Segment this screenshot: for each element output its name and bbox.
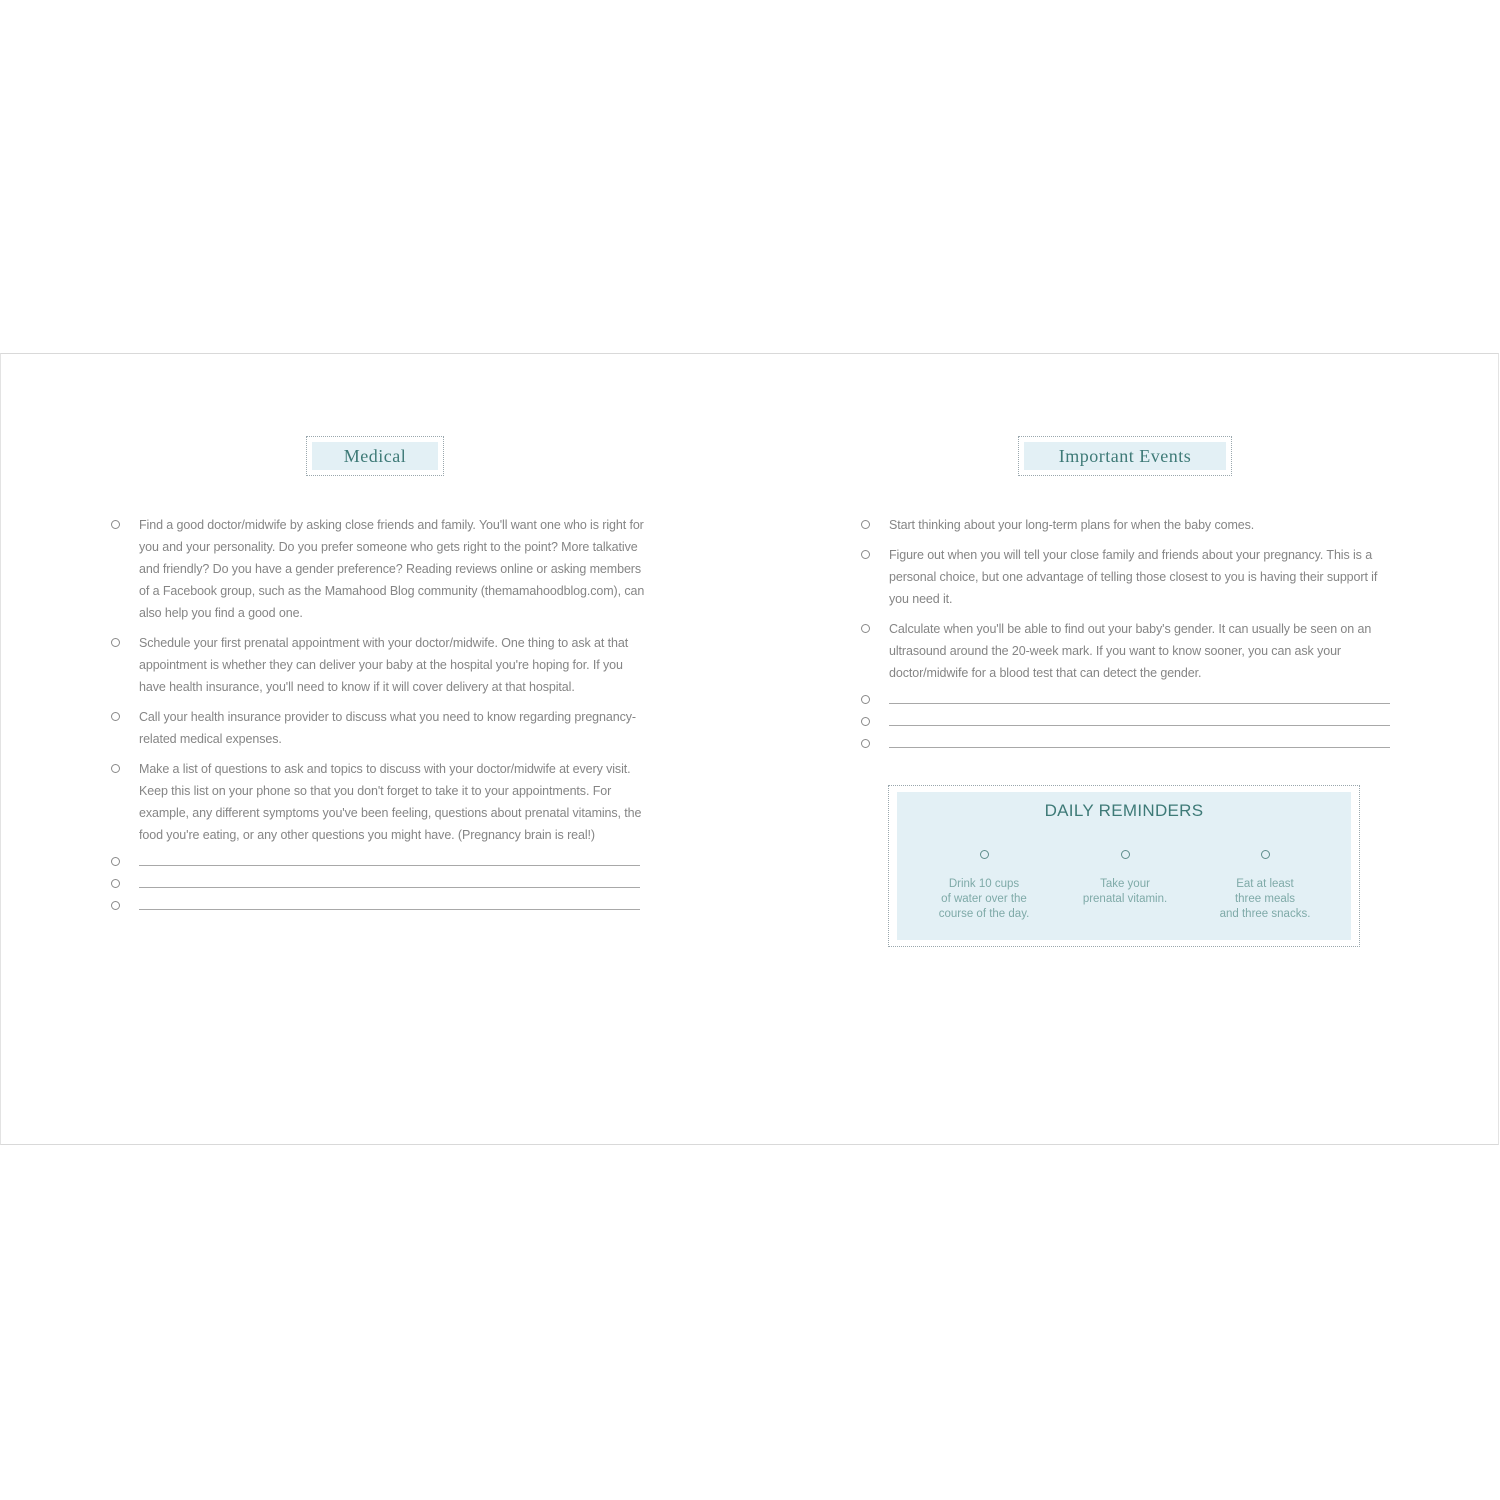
checkbox-circle-icon — [861, 695, 870, 704]
write-in-line — [889, 725, 1390, 726]
checklist-item — [108, 758, 648, 846]
daily-reminders-box — [888, 785, 1360, 947]
checklist-item — [858, 544, 1398, 610]
checklist-item — [108, 706, 648, 750]
checkbox-circle-icon — [980, 850, 989, 859]
checklist-item-text: Schedule your first prenatal appointment with your doctor/midwife. One thing to ask at that appointment is whether they can deliver your baby at the hospital you're hoping for. If you have health insurance, you'll need to know if it will cover delivery at that hospital. — [139, 636, 629, 694]
checkbox-circle-icon — [861, 550, 870, 559]
checkbox-circle-icon — [111, 712, 120, 721]
write-in-line — [889, 703, 1390, 704]
important-events-title-box — [1018, 436, 1232, 476]
checklist-item-text: Calculate when you'll be able to find out your baby's gender. It can usually be seen on an ultrasound around the 20-week mark. If you want to know sooner, you can ask your doctor/midwife for a blood test that can detect the gender. — [889, 622, 1372, 680]
blank-entry — [858, 711, 1398, 733]
blank-entry — [858, 689, 1398, 711]
checklist-item-text: Make a list of questions to ask and topics to discuss with your doctor/midwife at every visit. Keep this list on your phone so that you don't forget to take it to your appointments. For example, any different symptoms you've been feeling, questions about prenatal vitamins, the food you're eating, or any other questions you might have. (Pregnancy brain is real!) — [139, 762, 642, 842]
daily-reminders-panel — [897, 792, 1351, 940]
checklist-item-text: Figure out when you will tell your close family and friends about your pregnancy. This is a personal choice, but one advantage of telling those closest to you is having their support if you need it. — [889, 548, 1378, 606]
reminder-text: Eat at least three meals and three snacks. — [1219, 878, 1311, 920]
blank-entry — [108, 873, 648, 895]
reminder-text: Take your prenatal vitamin. — [1082, 878, 1168, 905]
checkbox-circle-icon — [111, 764, 120, 773]
blank-entry — [858, 733, 1398, 755]
write-in-line — [889, 747, 1390, 748]
checklist-item-text: Call your health insurance provider to discuss what you need to know regarding pregnancy-related medical expenses. — [139, 710, 636, 746]
checklist-item-text: Start thinking about your long-term plans for when the baby comes. — [889, 518, 1255, 532]
write-in-line — [139, 909, 640, 910]
daily-reminders-title: DAILY REMINDERS — [1044, 801, 1204, 820]
checkbox-circle-icon — [1121, 850, 1130, 859]
checkbox-circle-icon — [861, 739, 870, 748]
medical-checklist — [108, 514, 648, 854]
checklist-item — [108, 514, 648, 624]
checklist-item-text: Find a good doctor/midwife by asking close friends and family. You'll want one who is right for you and your personality. Do you prefer someone who gets right to the point? More talkative and friendly? Do you have a gender preference? Reading reviews online or asking members of a Facebook group, such as the Mamahood Blog community (themamahoodblog.com), can also help you find a good one. — [139, 518, 645, 620]
write-in-line — [139, 865, 640, 866]
blank-entry — [108, 851, 648, 873]
checkbox-circle-icon — [861, 717, 870, 726]
important-events-title: Important Events — [1024, 442, 1226, 470]
reminder-text: Drink 10 cups of water over the course of the day. — [938, 878, 1030, 920]
checkbox-circle-icon — [111, 638, 120, 647]
checkbox-circle-icon — [861, 520, 870, 529]
left-page — [1, 354, 751, 1144]
checkbox-circle-icon — [111, 857, 120, 866]
checkbox-circle-icon — [1261, 850, 1270, 859]
reminder-item — [1205, 850, 1325, 922]
checklist-item — [858, 514, 1398, 536]
reminder-item — [1065, 850, 1185, 907]
important-events-checklist — [858, 514, 1398, 692]
medical-blank-lines — [108, 851, 648, 917]
reminder-item — [924, 850, 1044, 922]
checkbox-circle-icon — [861, 624, 870, 633]
medical-title: Medical — [312, 442, 438, 470]
checkbox-circle-icon — [111, 901, 120, 910]
checklist-item — [858, 618, 1398, 684]
blank-entry — [108, 895, 648, 917]
events-blank-lines — [858, 689, 1398, 755]
book-spread — [0, 353, 1499, 1145]
right-page — [751, 354, 1500, 1144]
write-in-line — [139, 887, 640, 888]
checkbox-circle-icon — [111, 879, 120, 888]
medical-title-box — [306, 436, 444, 476]
checklist-item — [108, 632, 648, 698]
checkbox-circle-icon — [111, 520, 120, 529]
